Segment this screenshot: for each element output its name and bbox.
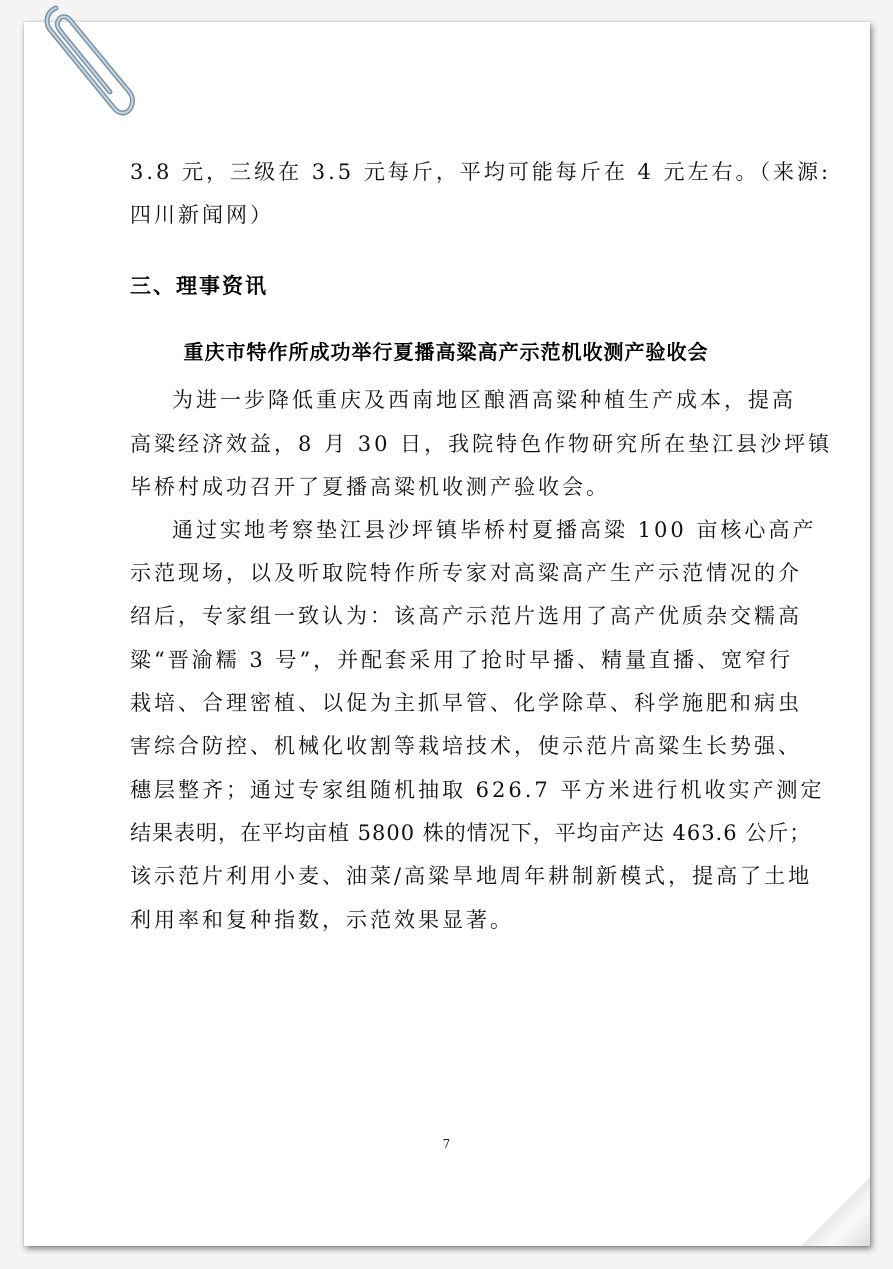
paragraph1-line-1: 为进一步降低重庆及西南地区酿酒高粱种植生产成本，提高 [172,388,796,412]
paragraph2-line-1: 通过实地考察垫江县沙坪镇毕桥村夏播高粱 100 亩核心高产 [172,518,817,542]
paragraph1-line-3: 毕桥村成功召开了夏播高粱机收测产验收会。 [130,475,610,499]
page-number: 7 [442,1137,451,1151]
paragraph2-line-2: 示范现场，以及听取院特作所专家对高粱高产生产示范情况的介 [130,561,802,585]
paragraph2-line-4: 粱“晋渝糯 3 号”，并配套采用了抢时早播、精量直播、宽窄行 [130,648,794,672]
article-title: 重庆市特作所成功举行夏播高粱高产示范机收测产验收会 [183,340,709,364]
paragraph2-line-9: 该示范片利用小麦、油菜/高粱旱地周年耕制新模式，提高了土地 [130,864,813,888]
paragraph2-line-3: 绍后，专家组一致认为：该高产示范片选用了高产优质杂交糯高 [130,604,802,628]
paragraph2-line-6: 害综合防控、机械化收割等栽培技术，使示范片高粱生长势强、 [130,734,802,758]
paragraph2-line-10: 利用率和复种指数，示范效果显著。 [130,908,514,932]
paragraph2-line-7: 穗层整齐；通过专家组随机抽取 626.7 平方米进行机收实产测定 [130,778,825,802]
paragraph1-line-2: 高粱经济效益，8 月 30 日，我院特色作物研究所在垫江县沙坪镇 [130,432,833,456]
page-curl [800,1176,870,1246]
intro-line-1: 3.8 元，三级在 3.5 元每斤，平均可能每斤在 4 元左右。（来源: [130,160,832,184]
paragraph2-line-5: 栽培、合理密植、以促为主抓早管、化学除草、科学施肥和病虫 [130,691,802,715]
paperclip-icon [36,0,136,125]
intro-line-2: 四川新闻网） [130,203,274,227]
paragraph2-line-8: 结果表明，在平均亩植 5800 株的情况下，平均亩产达 463.6 公斤； [130,821,812,845]
section-heading: 三、理事资讯 [130,273,268,298]
